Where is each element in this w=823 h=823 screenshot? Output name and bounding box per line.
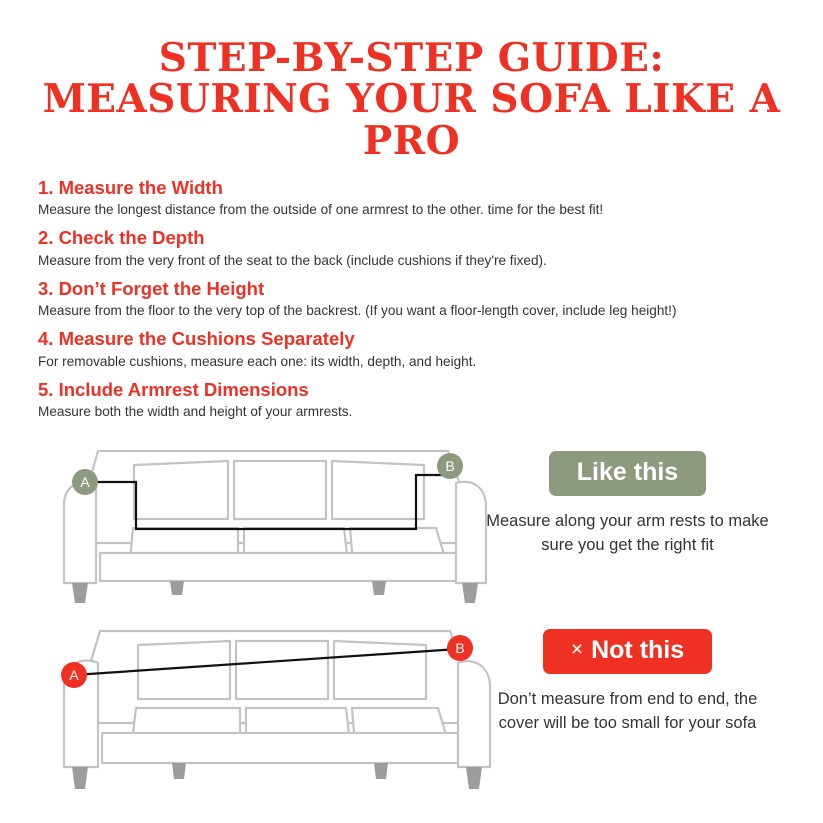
step-body: Measure from the very front of the seat to the back (include cushions if they're fixed). <box>38 252 547 268</box>
example-correct <box>480 451 775 557</box>
like-this-badge <box>549 451 706 496</box>
marker-b-label: B <box>455 640 465 657</box>
step-heading: 3. Don’t Forget the Height <box>38 277 265 299</box>
step-heading: 4. Measure the Cushions Separately <box>38 328 355 350</box>
title-line-1: STEP-BY-STEP GUIDE: <box>158 35 665 81</box>
not-this-label: Not this <box>591 636 685 665</box>
step-item <box>38 176 785 219</box>
step-item <box>38 277 785 320</box>
step-item <box>38 327 785 370</box>
step-body: For removable cushions, measure each one: its width, depth, and height. <box>38 353 477 369</box>
steps-list <box>38 176 785 421</box>
step-item <box>38 226 785 269</box>
like-this-label: Like this <box>576 458 679 487</box>
not-this-badge <box>543 629 712 674</box>
sofa-legs <box>72 763 482 789</box>
illustration-area <box>38 433 785 803</box>
marker-a <box>61 662 87 688</box>
not-this-caption: Don’t measure from end to end, the cover will be too small for your sofa <box>497 689 758 732</box>
close-icon: × <box>570 638 584 662</box>
step-heading: 5. Include Armrest Dimensions <box>38 378 309 400</box>
sofa-legs <box>72 581 478 603</box>
sofa-diagram-incorrect <box>38 615 508 802</box>
marker-b <box>437 453 463 479</box>
marker-a-label: A <box>69 667 79 684</box>
sofa-diagram-correct <box>38 433 508 613</box>
marker-a <box>72 469 98 495</box>
step-body: Measure the longest distance from the outside of one armrest to the other. time for the best fit! <box>38 202 604 218</box>
title-line-2: MEASURING YOUR SOFA LIKE A PRO <box>42 76 781 164</box>
step-heading: 2. Check the Depth <box>38 227 205 249</box>
example-incorrect <box>480 629 775 735</box>
page-title <box>38 35 785 164</box>
like-this-caption: Measure along your arm rests to make sure you get the right fit <box>486 511 769 554</box>
marker-b-label: B <box>445 458 455 475</box>
step-heading: 1. Measure the Width <box>38 176 223 198</box>
marker-a-label: A <box>80 474 90 491</box>
step-body: Measure both the width and height of your armrests. <box>38 403 353 419</box>
sofa-illustration-top <box>38 433 508 608</box>
step-item <box>38 378 785 421</box>
sofa-illustration-bottom <box>38 615 508 797</box>
step-body: Measure from the floor to the very top of the backrest. (If you want a floor-length cover, include leg height!) <box>38 303 677 319</box>
marker-b <box>447 635 473 661</box>
